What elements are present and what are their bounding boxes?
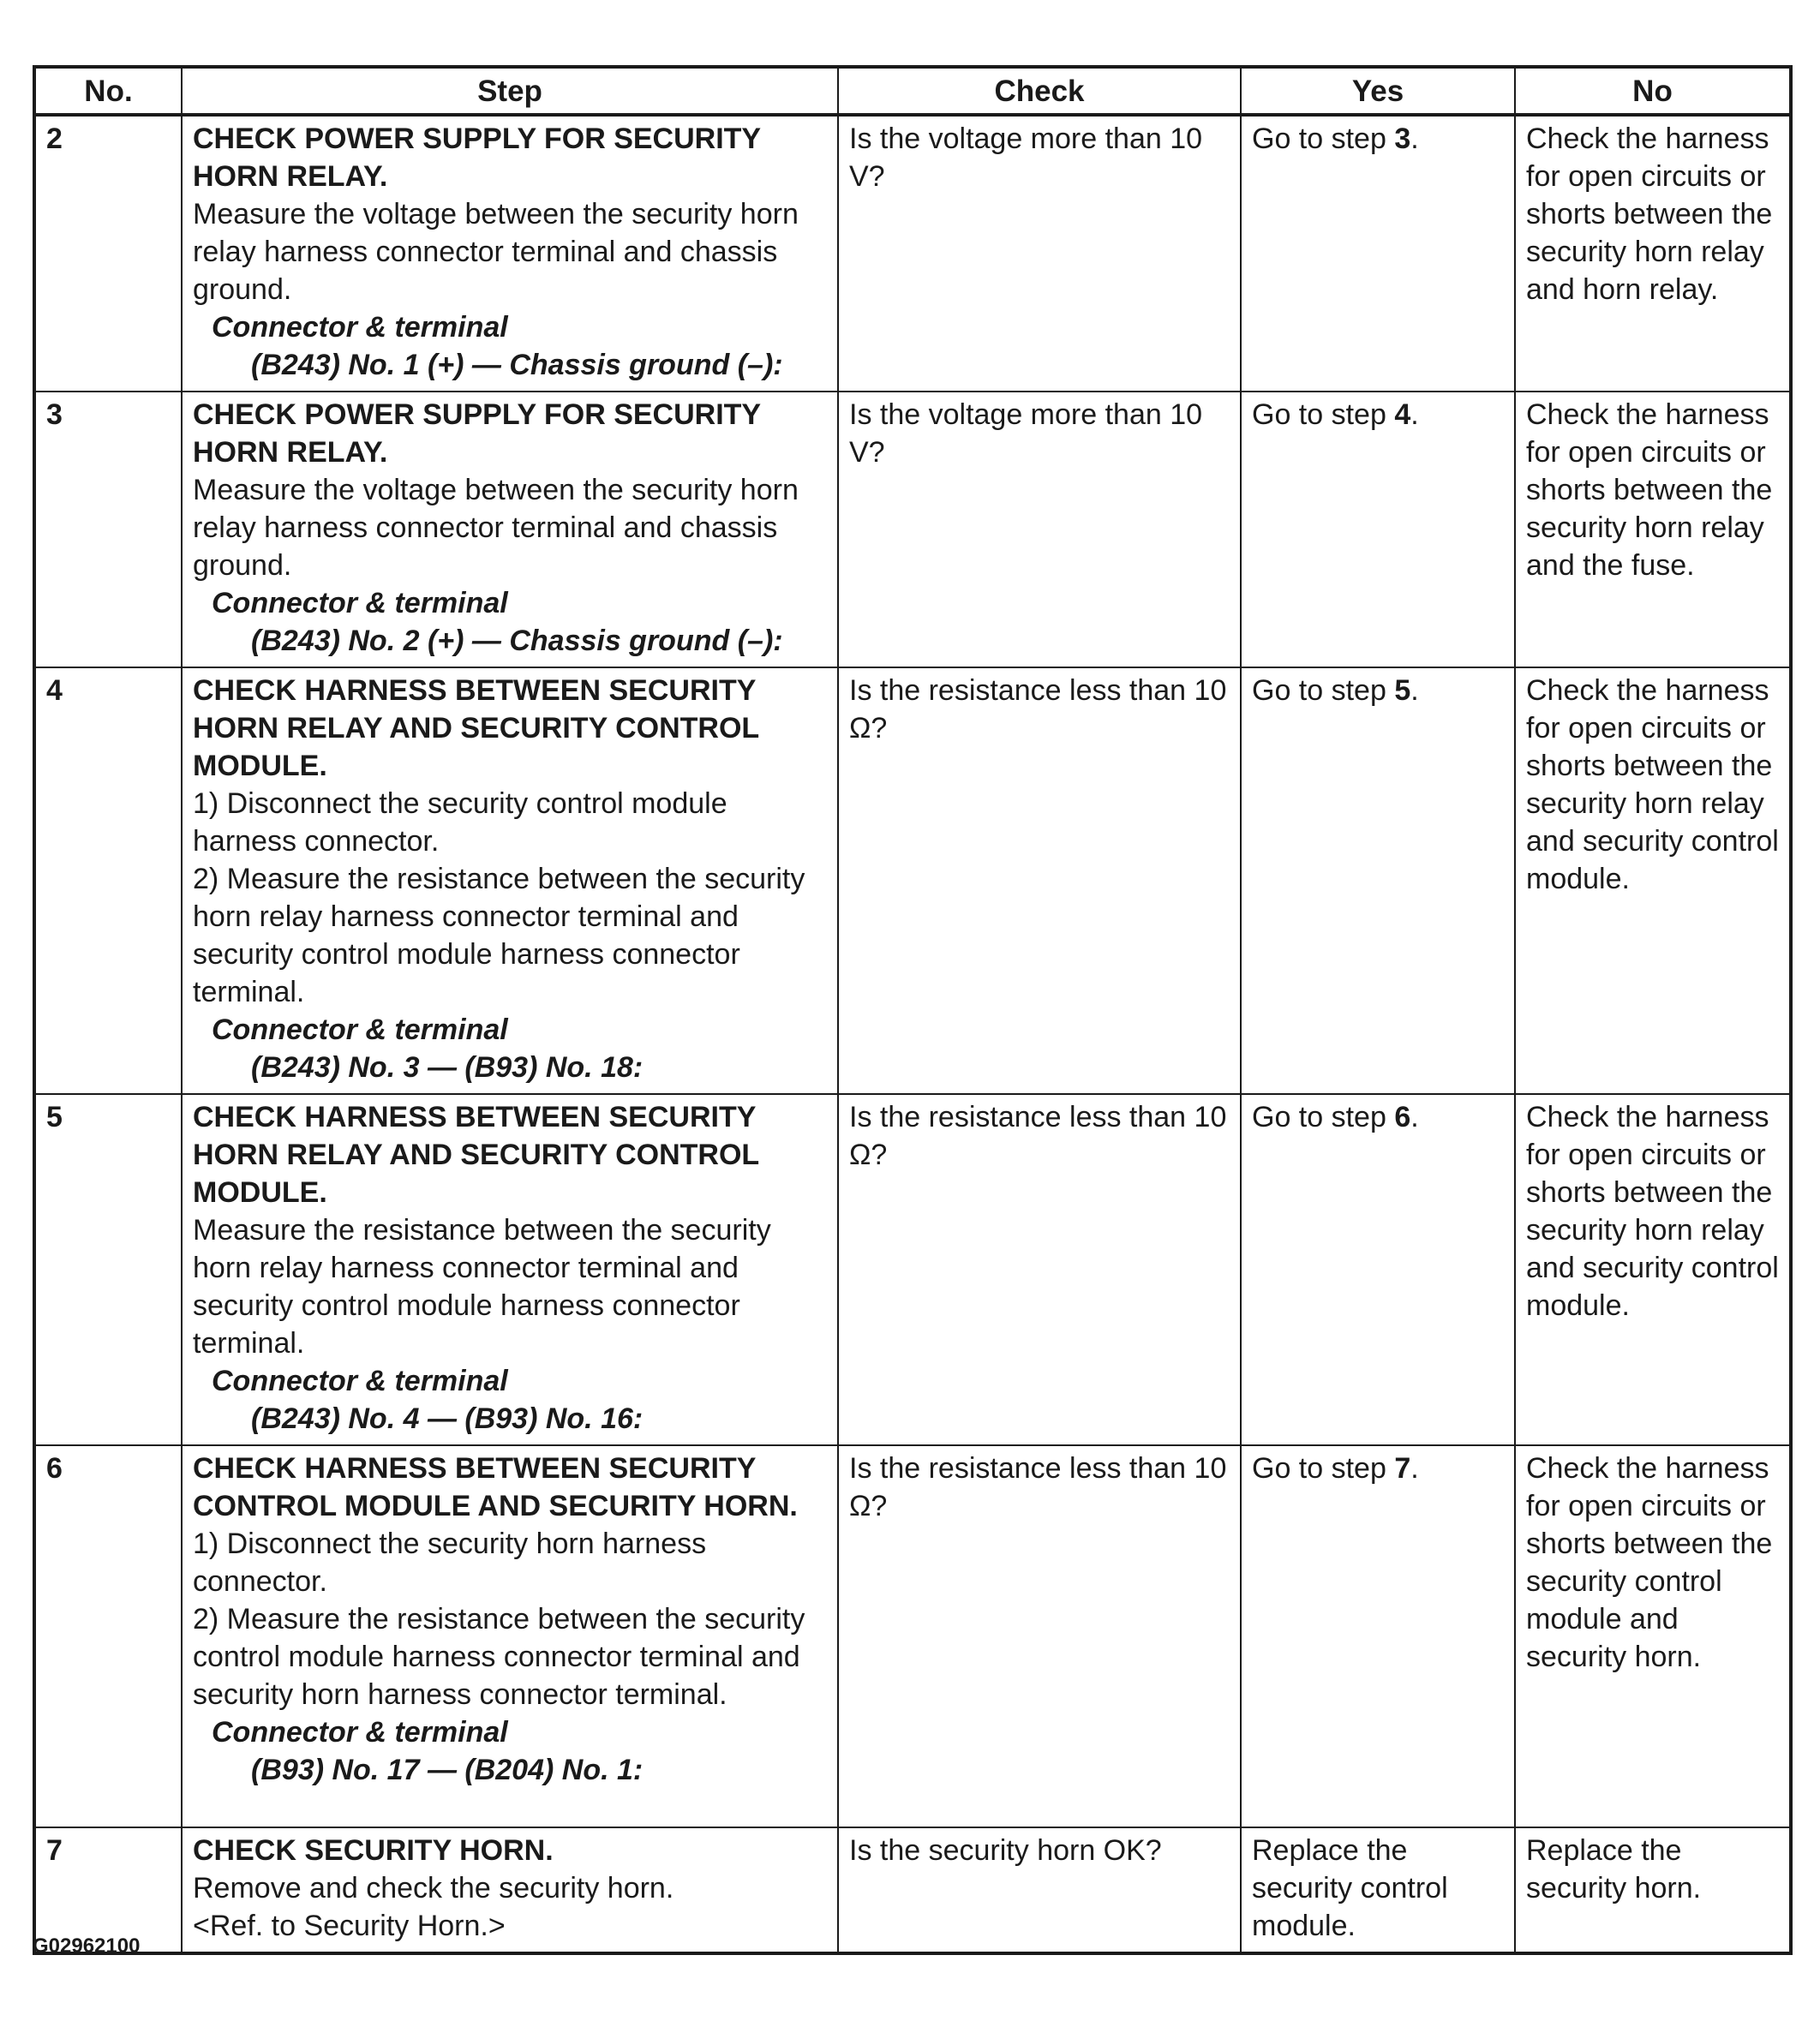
step-title: CHECK HARNESS BETWEEN SECURITY HORN RELAY AND SECURITY CONTROL MODULE. xyxy=(193,1101,759,1209)
diagnostic-table-container xyxy=(33,65,1789,1955)
go-to-step-number: 6 xyxy=(1394,1101,1411,1133)
check-cell: Is the security horn OK? xyxy=(838,1827,1241,1953)
column-header-no: No. xyxy=(34,67,182,115)
no-cell: Check the harness for open circuits or shorts between the security horn relay and the fuse. xyxy=(1515,392,1791,667)
step-title: CHECK POWER SUPPLY FOR SECURITY HORN RELAY. xyxy=(193,123,761,193)
step-instruction: 2) Measure the resistance between the security control module harness connector terminal and security horn harness connector terminal. xyxy=(193,1603,805,1711)
connector-spec: (B93) No. 17 — (B204) No. 1: xyxy=(251,1754,644,1786)
no-cell: Check the harness for open circuits or shorts between the security horn relay and horn relay. xyxy=(1515,115,1791,392)
step-number: 7 xyxy=(34,1827,182,1953)
yes-cell xyxy=(1241,667,1515,1094)
diagnostic-table xyxy=(33,65,1793,1955)
yes-cell xyxy=(1241,115,1515,392)
connector-spec: (B243) No. 2 (+) — Chassis ground (–): xyxy=(251,625,783,657)
yes-cell xyxy=(1241,1827,1515,1953)
connector-label: Connector & terminal xyxy=(212,311,508,344)
column-header-step: Step xyxy=(182,67,838,115)
step-cell xyxy=(182,1827,838,1953)
step-number: 5 xyxy=(34,1094,182,1445)
no-cell: Check the harness for open circuits or shorts between the security horn relay and security control module. xyxy=(1515,667,1791,1094)
go-to-step-prefix: Go to step xyxy=(1252,1101,1395,1133)
go-to-step xyxy=(1252,1101,1419,1133)
connector-spec: (B243) No. 3 — (B93) No. 18: xyxy=(251,1051,644,1084)
go-to-step xyxy=(1252,398,1419,431)
step-instruction: <Ref. to Security Horn.> xyxy=(193,1910,506,1942)
go-to-step-suffix: . xyxy=(1410,674,1419,707)
header-row xyxy=(34,67,1791,115)
go-to-step-prefix: Go to step xyxy=(1252,398,1395,431)
step-cell xyxy=(182,115,838,392)
check-cell: Is the voltage more than 10 V? xyxy=(838,392,1241,667)
step-cell xyxy=(182,1094,838,1445)
check-cell: Is the resistance less than 10 Ω? xyxy=(838,1094,1241,1445)
connector-label: Connector & terminal xyxy=(212,587,508,619)
table-row xyxy=(34,115,1791,392)
go-to-step xyxy=(1252,123,1419,155)
yes-action: Replace the security control module. xyxy=(1252,1834,1448,1942)
go-to-step-number: 5 xyxy=(1394,674,1411,707)
go-to-step-prefix: Go to step xyxy=(1252,674,1395,707)
yes-cell xyxy=(1241,392,1515,667)
no-cell: Check the harness for open circuits or shorts between the security control module and security horn. xyxy=(1515,1445,1791,1827)
step-instruction: Remove and check the security horn. xyxy=(193,1872,674,1904)
step-instruction: 1) Disconnect the security horn harness connector. xyxy=(193,1528,707,1598)
no-cell: Check the harness for open circuits or shorts between the security horn relay and security control module. xyxy=(1515,1094,1791,1445)
check-cell: Is the resistance less than 10 Ω? xyxy=(838,667,1241,1094)
table-row xyxy=(34,1827,1791,1953)
no-cell: Replace the security horn. xyxy=(1515,1827,1791,1953)
connector-spec: (B243) No. 1 (+) — Chassis ground (–): xyxy=(251,349,783,381)
step-number: 6 xyxy=(34,1445,182,1827)
table-row xyxy=(34,1094,1791,1445)
table-body xyxy=(34,115,1791,1953)
go-to-step-suffix: . xyxy=(1410,1452,1419,1485)
step-number: 4 xyxy=(34,667,182,1094)
step-number: 3 xyxy=(34,392,182,667)
go-to-step-prefix: Go to step xyxy=(1252,1452,1395,1485)
step-instruction: Measure the voltage between the security horn relay harness connector terminal and chassis ground. xyxy=(193,198,799,306)
go-to-step xyxy=(1252,674,1419,707)
table-row xyxy=(34,667,1791,1094)
go-to-step-number: 7 xyxy=(1394,1452,1411,1485)
check-cell: Is the resistance less than 10 Ω? xyxy=(838,1445,1241,1827)
step-title: CHECK HARNESS BETWEEN SECURITY HORN RELAY AND SECURITY CONTROL MODULE. xyxy=(193,674,759,782)
go-to-step xyxy=(1252,1452,1419,1485)
connector-label: Connector & terminal xyxy=(212,1716,508,1749)
step-cell xyxy=(182,667,838,1094)
step-instruction: 1) Disconnect the security control module harness connector. xyxy=(193,787,727,858)
step-instruction: 2) Measure the resistance between the security horn relay harness connector terminal and security control module harness connector terminal. xyxy=(193,863,805,1008)
step-title: CHECK HARNESS BETWEEN SECURITY CONTROL MODULE AND SECURITY HORN. xyxy=(193,1452,798,1522)
step-title: CHECK POWER SUPPLY FOR SECURITY HORN RELAY. xyxy=(193,398,761,469)
step-instruction: Measure the voltage between the security horn relay harness connector terminal and chassis ground. xyxy=(193,474,799,582)
table-row xyxy=(34,392,1791,667)
yes-cell xyxy=(1241,1445,1515,1827)
figure-id: G02962100 xyxy=(33,1934,141,1958)
step-title: CHECK SECURITY HORN. xyxy=(193,1834,554,1867)
step-cell xyxy=(182,1445,838,1827)
table-row xyxy=(34,1445,1791,1827)
go-to-step-suffix: . xyxy=(1410,398,1419,431)
column-header-yes: Yes xyxy=(1241,67,1515,115)
step-number: 2 xyxy=(34,115,182,392)
go-to-step-suffix: . xyxy=(1410,123,1419,155)
step-cell xyxy=(182,392,838,667)
go-to-step-number: 3 xyxy=(1394,123,1411,155)
go-to-step-prefix: Go to step xyxy=(1252,123,1395,155)
go-to-step-number: 4 xyxy=(1394,398,1411,431)
column-header-no-result: No xyxy=(1515,67,1791,115)
yes-cell xyxy=(1241,1094,1515,1445)
connector-label: Connector & terminal xyxy=(212,1365,508,1397)
step-instruction: Measure the resistance between the security horn relay harness connector terminal and security control module harness connector terminal. xyxy=(193,1214,771,1360)
column-header-check: Check xyxy=(838,67,1241,115)
connector-spec: (B243) No. 4 — (B93) No. 16: xyxy=(251,1402,644,1435)
check-cell: Is the voltage more than 10 V? xyxy=(838,115,1241,392)
go-to-step-suffix: . xyxy=(1410,1101,1419,1133)
connector-label: Connector & terminal xyxy=(212,1013,508,1046)
